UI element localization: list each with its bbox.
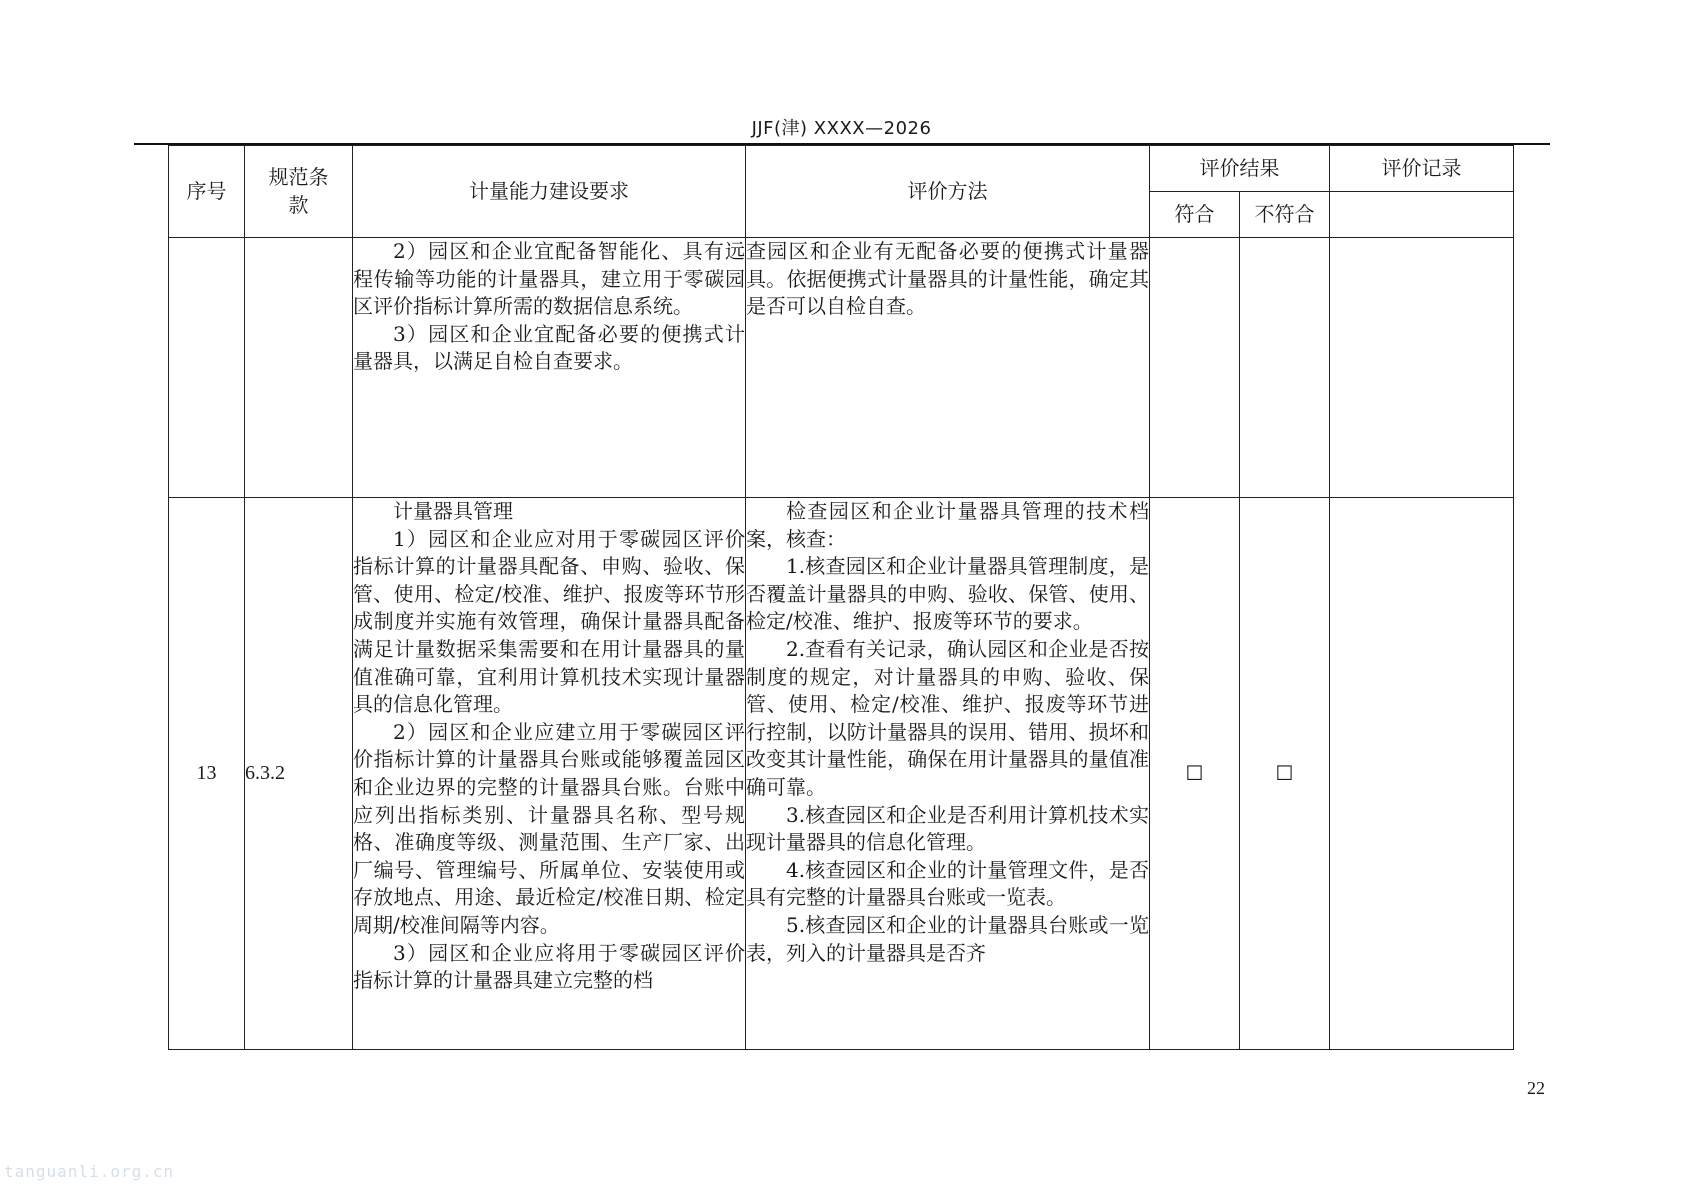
requirement-paragraph: 计量器具管理 — [393, 499, 513, 523]
evaluation-record-cell[interactable] — [1330, 498, 1514, 1050]
col-header-clause: 规范条款 — [245, 146, 353, 238]
col-header-record: 评价记录 — [1330, 146, 1514, 192]
col-header-conform: 符合 — [1150, 192, 1240, 238]
row-requirement — [353, 498, 746, 1050]
standard-code-header: JJF(津) XXXX—2026 — [751, 118, 932, 139]
table-row — [169, 238, 1514, 498]
col-header-record-blank — [1330, 192, 1514, 238]
col-header-nonconform: 不符合 — [1240, 192, 1330, 238]
method-paragraph: 检查园区和企业计量器具管理的技术档案，核查： — [746, 499, 1149, 551]
watermark: tanguanli.org.cn — [4, 1162, 175, 1181]
nonconform-checkbox[interactable]: ☐ — [1240, 498, 1330, 1050]
requirement-paragraph: 3）园区和企业应将用于零碳园区评价指标计算的计量器具建立完整的档 — [353, 940, 745, 993]
nonconform-checkbox[interactable] — [1240, 238, 1330, 498]
row-requirement — [353, 238, 746, 498]
row-clause: 6.3.2 — [245, 498, 353, 1050]
row-clause — [245, 238, 353, 498]
col-header-result: 评价结果 — [1150, 146, 1330, 192]
row-seq — [169, 238, 245, 498]
conform-checkbox[interactable] — [1150, 238, 1240, 498]
method-paragraph: 2.查看有关记录，确认园区和企业是否按制度的规定，对计量器具的申购、验收、保管、使用、检定/校准、维护、报废等环节进行控制，以防计量器具的误用、错用、损坏和改变其计量性能，确保在用计量器具的量值准确可靠。 — [746, 636, 1149, 799]
evaluation-record-cell[interactable] — [1330, 238, 1514, 498]
requirement-paragraph: 2）园区和企业应建立用于零碳园区评价指标计算的计量器具台账或能够覆盖园区和企业边界的完整的计量器具台账。台账中应列出指标类别、计量器具名称、型号规格、准确度等级、测量范围、生产厂家、出厂编号、管理编号、所属单位、安装使用或存放地点、用途、最近检定/校准日期、检定周期/校准间隔等内容。 — [353, 719, 745, 937]
conform-checkbox[interactable]: ☐ — [1150, 498, 1240, 1050]
row-method — [746, 238, 1150, 498]
method-paragraph: 1.核查园区和企业计量器具管理制度，是否覆盖计量器具的申购、验收、保管、使用、检定/校准、维护、报废等环节的要求。 — [746, 554, 1149, 634]
row-seq: 13 — [169, 498, 245, 1050]
method-paragraph: 3.核查园区和企业是否利用计算机技术实现计量器具的信息化管理。 — [746, 802, 1149, 855]
table-row — [169, 498, 1514, 1050]
row-method — [746, 498, 1150, 1050]
page-number: 22 — [1527, 1078, 1545, 1098]
col-header-seq: 序号 — [169, 146, 245, 238]
col-header-requirement: 计量能力建设要求 — [353, 146, 746, 238]
requirement-paragraph: 1）园区和企业应对用于零碳园区评价指标计算的计量器具配备、申购、验收、保管、使用、检定/校准、维护、报废等环节形成制度并实施有效管理，确保计量器具配备满足计量数据采集需要和在用计量器具的量值准确可靠，宜利用计算机技术实现计量器具的信息化管理。 — [353, 526, 745, 717]
method-paragraph: 5.核查园区和企业的计量器具台账或一览表，列入的计量器具是否齐 — [746, 912, 1149, 965]
method-paragraph: 查园区和企业有无配备必要的便携式计量器具。依据便携式计量器具的计量性能，确定其是否可以自检自查。 — [746, 239, 1149, 319]
col-header-method: 评价方法 — [746, 146, 1150, 238]
requirement-paragraph: 3）园区和企业宜配备必要的便携式计量器具，以满足自检自查要求。 — [353, 321, 745, 374]
requirement-paragraph: 2）园区和企业宜配备智能化、具有远程传输等功能的计量器具，建立用于零碳园区评价指标计算所需的数据信息系统。 — [353, 239, 745, 319]
method-paragraph: 4.核查园区和企业的计量管理文件，是否具有完整的计量器具台账或一览表。 — [746, 857, 1149, 910]
evaluation-table — [168, 145, 1514, 1050]
